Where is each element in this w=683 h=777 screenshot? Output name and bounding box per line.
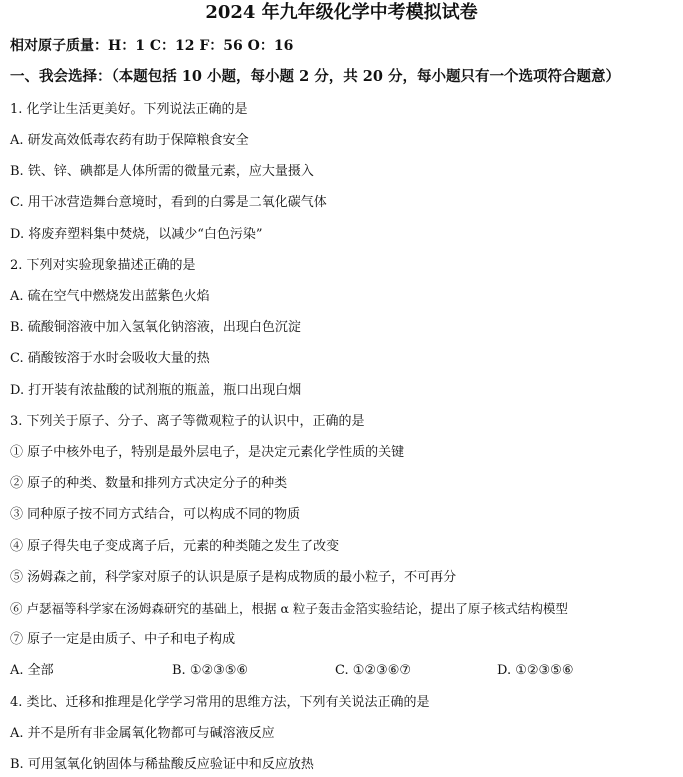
section-heading: 一、我会选择：（本题包括 10 小题，每小题 2 分，共 20 分，每小题只有一个选项符合题意） xyxy=(10,68,620,85)
question-3-option-c: C. ①②③⑥⑦ xyxy=(335,663,412,678)
question-3-statement: ④ 原子得失电子变成离子后，元素的种类随之发生了改变 xyxy=(10,539,340,554)
question-3-statement: ⑦ 原子一定是由质子、中子和电子构成 xyxy=(10,632,236,647)
question-3-option-a: A. 全部 xyxy=(10,663,54,678)
question-4-option-a: A. 并不是所有非金属氧化物都可与碱溶液反应 xyxy=(10,726,275,741)
question-3-statement: ③ 同种原子按不同方式结合，可以构成不同的物质 xyxy=(10,507,301,522)
question-3-statement: ① 原子中核外电子，特别是最外层电子，是决定元素化学性质的关键 xyxy=(10,445,405,460)
atomic-mass-line: 相对原子质量：H：1 C：12 F：56 O：16 xyxy=(10,38,294,54)
question-2-option-c: C. 硝酸铵溶于水时会吸收大量的热 xyxy=(10,351,210,366)
question-1-option-a: A. 研发高效低毒农药有助于保障粮食安全 xyxy=(10,133,249,148)
question-3-stem: 3. 下列关于原子、分子、离子等微观粒子的认识中，正确的是 xyxy=(10,414,365,429)
question-2-option-b: B. 硫酸铜溶液中加入氢氧化钠溶液，出现白色沉淀 xyxy=(10,320,301,335)
question-1-option-d: D. 将废弃塑料集中焚烧，以减少“白色污染” xyxy=(10,227,263,242)
question-2-option-d: D. 打开装有浓盐酸的试剂瓶的瓶盖，瓶口出现白烟 xyxy=(10,383,302,398)
question-4-option-b: B. 可用氢氧化钠固体与稀盐酸反应验证中和反应放热 xyxy=(10,757,314,772)
question-2-stem: 2. 下列对实验现象描述正确的是 xyxy=(10,258,196,273)
exam-title: 2024 年九年级化学中考模拟试卷 xyxy=(205,2,478,23)
question-4-stem: 4. 类比、迁移和推理是化学学习常用的思维方法，下列有关说法正确的是 xyxy=(10,695,430,710)
question-3-option-b: B. ①②③⑤⑥ xyxy=(172,663,249,678)
question-3-statement: ② 原子的种类、数量和排列方式决定分子的种类 xyxy=(10,476,288,491)
question-1-option-b: B. 铁、锌、碘都是人体所需的微量元素，应大量摄入 xyxy=(10,164,314,179)
question-2-option-a: A. 硫在空气中燃烧发出蓝紫色火焰 xyxy=(10,289,210,304)
question-3-option-d: D. ①②③⑤⑥ xyxy=(497,663,574,678)
question-3-statement: ⑥ 卢瑟福等科学家在汤姆森研究的基础上，根据 α 粒子轰击金箔实验结论，提出了原子核式结构模型 xyxy=(10,601,568,616)
question-1-option-c: C. 用干冰营造舞台意境时，看到的白雾是二氧化碳气体 xyxy=(10,195,327,210)
question-3-statement: ⑤ 汤姆森之前，科学家对原子的认识是原子是构成物质的最小粒子，不可再分 xyxy=(10,570,457,585)
question-1-stem: 1. 化学让生活更美好。下列说法正确的是 xyxy=(10,102,248,117)
